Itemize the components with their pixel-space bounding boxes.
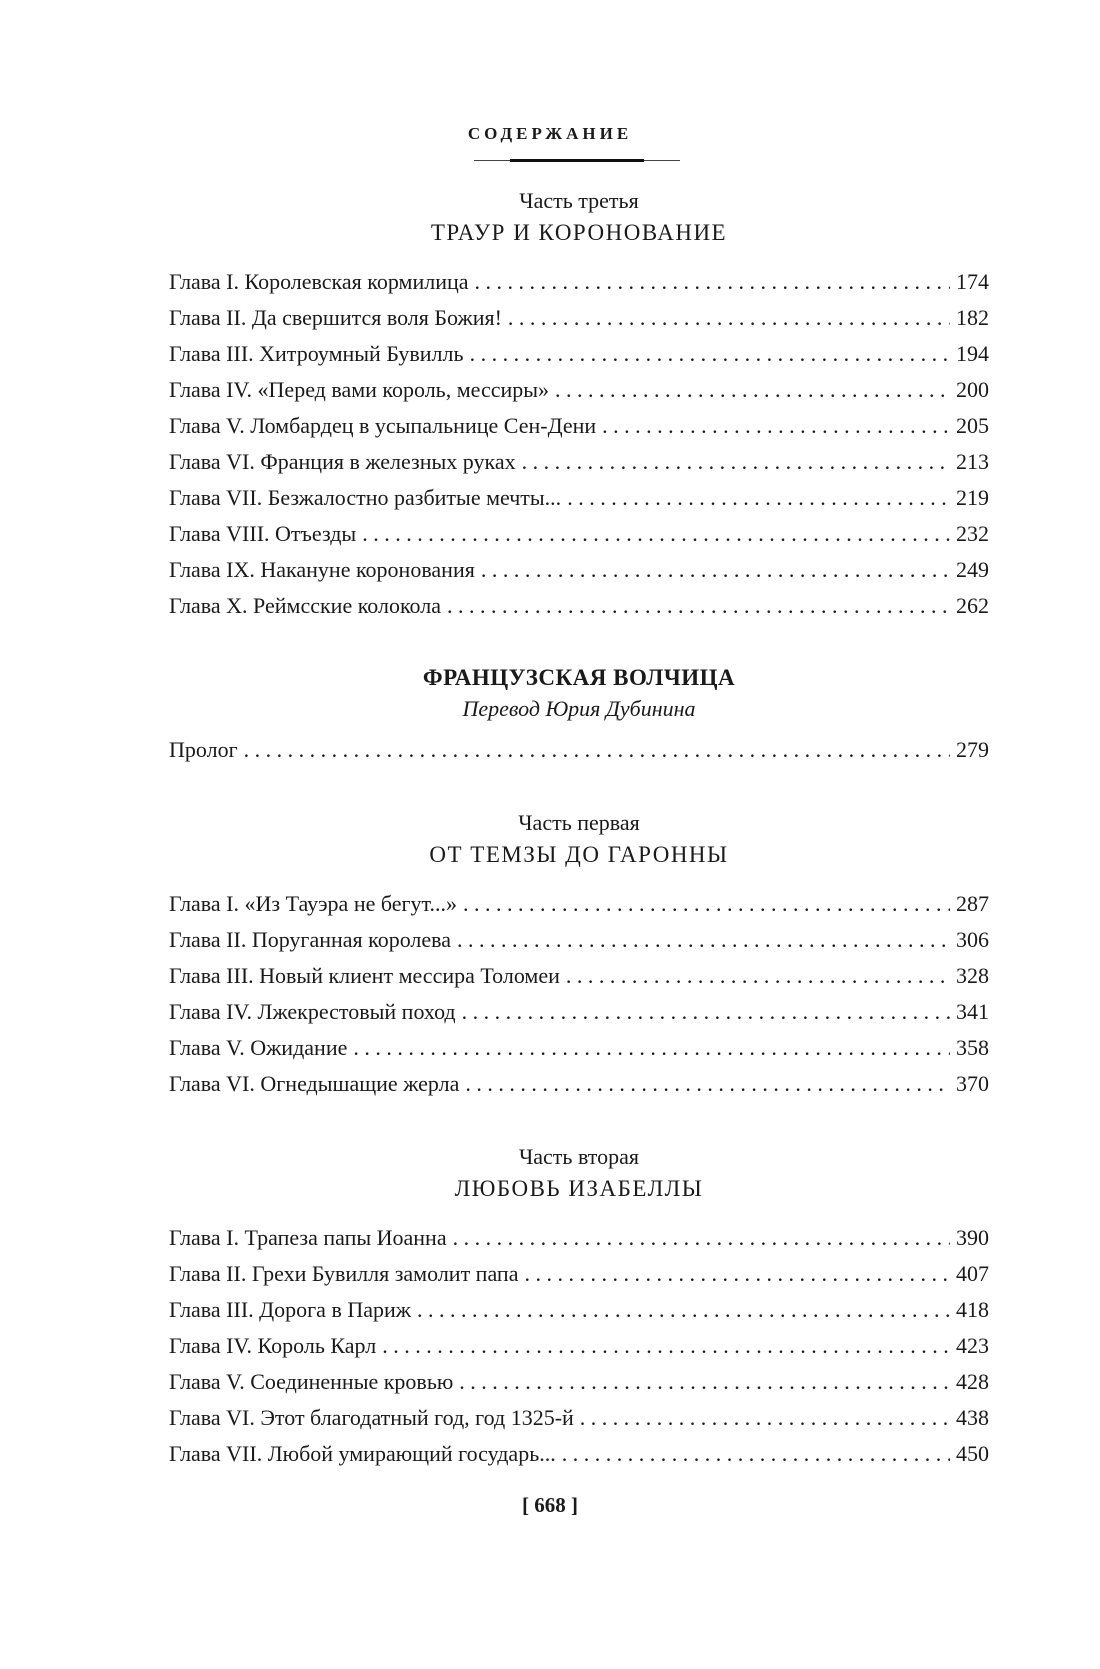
toc-entry-title: Глава III. Хитроумный Бувилль bbox=[169, 341, 464, 366]
toc-entry-title: Глава X. Реймсские колокола bbox=[169, 593, 442, 618]
toc-entry-title: Глава VII. Любой умирающий государь... bbox=[169, 1441, 556, 1466]
toc-entry-page: 407 bbox=[956, 1261, 989, 1286]
dot-leader bbox=[567, 480, 950, 516]
dot-leader bbox=[555, 372, 950, 408]
dot-leader bbox=[522, 444, 950, 480]
toc-entry-title: Глава I. Трапеза папы Иоанна bbox=[169, 1225, 447, 1250]
dot-leader bbox=[508, 300, 950, 336]
toc-entry-title: Глава V. Соединенные кровью bbox=[169, 1369, 454, 1394]
dot-leader bbox=[475, 264, 950, 300]
dot-leader bbox=[447, 588, 950, 624]
toc-entry-page: 370 bbox=[956, 1071, 989, 1096]
toc-entry-title: Глава II. Поруганная королева bbox=[169, 927, 452, 952]
part-two-heading bbox=[169, 1142, 989, 1206]
dot-leader bbox=[417, 1292, 950, 1328]
toc-entry-page: 287 bbox=[956, 891, 989, 916]
toc-entry-page: 262 bbox=[956, 593, 989, 618]
toc-entry-title: Глава II. Грехи Бувилля замолит папа bbox=[169, 1261, 519, 1286]
toc-entry-page: 358 bbox=[956, 1035, 989, 1060]
toc-entry-page: 390 bbox=[956, 1225, 989, 1250]
toc-entry[interactable] bbox=[169, 1400, 989, 1436]
dot-leader bbox=[462, 994, 950, 1030]
part-label: Часть вторая bbox=[518, 1144, 640, 1169]
toc-entry-page: 219 bbox=[956, 485, 989, 510]
toc-entry-title: Глава III. Новый клиент мессира Толомеи bbox=[169, 963, 560, 988]
toc-entry-title: Глава II. Да свершится воля Божия! bbox=[169, 305, 502, 330]
part-title: ЛЮБОВЬ ИЗАБЕЛЛЫ bbox=[454, 1176, 704, 1201]
dot-leader bbox=[562, 1436, 950, 1472]
translator-credit: Перевод Юрия Дубинина bbox=[462, 696, 696, 721]
table-of-contents bbox=[169, 186, 989, 1472]
toc-entry-page: 182 bbox=[956, 305, 989, 330]
part-three-heading bbox=[169, 186, 989, 250]
toc-entry-title: Глава V. Ломбардец в усыпальнице Сен-Дени bbox=[169, 413, 597, 438]
toc-entry-title: Глава I. «Из Тауэра не бегут...» bbox=[169, 891, 458, 916]
toc-entry-title: Глава VI. Этот благодатный год, год 1325-й bbox=[169, 1405, 574, 1430]
toc-entry-page: 341 bbox=[956, 999, 989, 1024]
toc-entry[interactable] bbox=[169, 264, 989, 300]
toc-entry[interactable] bbox=[169, 1436, 989, 1472]
dot-leader bbox=[244, 732, 950, 768]
toc-entry-page: 213 bbox=[956, 449, 989, 474]
toc-entry[interactable] bbox=[169, 516, 989, 552]
toc-entry-title: Глава III. Дорога в Париж bbox=[169, 1297, 411, 1322]
toc-entry[interactable] bbox=[169, 1328, 989, 1364]
toc-entry[interactable] bbox=[169, 994, 989, 1030]
toc-entry-title: Глава VIII. Отъезды bbox=[169, 521, 357, 546]
toc-entry[interactable] bbox=[169, 1030, 989, 1066]
toc-entry-title: Глава IV. Лжекрестовый поход bbox=[169, 999, 456, 1024]
toc-entry-title: Глава IV. Король Карл bbox=[169, 1333, 377, 1358]
toc-entry-page: 279 bbox=[956, 737, 989, 762]
toc-entry[interactable] bbox=[169, 1066, 989, 1102]
toc-entry-title: Глава IX. Накануне коронования bbox=[169, 557, 475, 582]
toc-entry[interactable] bbox=[169, 1364, 989, 1400]
part-label: Часть первая bbox=[518, 810, 640, 835]
head-rule-accent bbox=[510, 159, 644, 162]
toc-entry[interactable] bbox=[169, 336, 989, 372]
book-title: ФРАНЦУЗСКАЯ ВОЛЧИЦА bbox=[422, 665, 736, 690]
toc-entry-page: 174 bbox=[956, 269, 989, 294]
dot-leader bbox=[362, 516, 950, 552]
dot-leader bbox=[463, 886, 950, 922]
toc-entry[interactable] bbox=[169, 444, 989, 480]
toc-entry-title: Глава I. Королевская кормилица bbox=[169, 269, 469, 294]
part-one-chapter-list bbox=[169, 886, 989, 1102]
dot-leader bbox=[457, 922, 950, 958]
part-title: ОТ ТЕМЗЫ ДО ГАРОННЫ bbox=[429, 842, 729, 867]
toc-entry-page: 200 bbox=[956, 377, 989, 402]
running-head: СОДЕРЖАНИЕ bbox=[467, 124, 633, 143]
toc-entry-title: Глава VI. Франция в железных руках bbox=[169, 449, 516, 474]
toc-entry[interactable] bbox=[169, 300, 989, 336]
toc-entry[interactable] bbox=[169, 408, 989, 444]
part-label: Часть третья bbox=[519, 188, 639, 213]
toc-entry[interactable] bbox=[169, 372, 989, 408]
part-two-chapter-list bbox=[169, 1220, 989, 1472]
dot-leader bbox=[602, 408, 950, 444]
part-three-chapter-list bbox=[169, 264, 989, 624]
toc-entry-page: 450 bbox=[956, 1441, 989, 1466]
toc-entry-page: 194 bbox=[956, 341, 989, 366]
toc-entry[interactable] bbox=[169, 480, 989, 516]
toc-entry-page: 249 bbox=[956, 557, 989, 582]
toc-entry[interactable] bbox=[169, 886, 989, 922]
dot-leader bbox=[382, 1328, 950, 1364]
toc-entry[interactable] bbox=[169, 922, 989, 958]
toc-entry-page: 428 bbox=[956, 1369, 989, 1394]
book-heading bbox=[169, 662, 989, 724]
toc-entry[interactable] bbox=[169, 732, 989, 768]
toc-entry[interactable] bbox=[169, 1220, 989, 1256]
toc-entry-title: Глава IV. «Перед вами король, мессиры» bbox=[169, 377, 550, 402]
dot-leader bbox=[459, 1364, 950, 1400]
toc-entry-title: Глава VI. Огнедышащие жерла bbox=[169, 1071, 460, 1096]
dot-leader bbox=[580, 1400, 950, 1436]
toc-entry-title: Пролог bbox=[169, 737, 238, 762]
toc-entry-page: 232 bbox=[956, 521, 989, 546]
toc-entry[interactable] bbox=[169, 1256, 989, 1292]
toc-entry-page: 423 bbox=[956, 1333, 989, 1358]
part-title: ТРАУР И КОРОНОВАНИЕ bbox=[430, 220, 728, 245]
toc-entry-title: Глава VII. Безжалостно разбитые мечты... bbox=[169, 485, 562, 510]
toc-entry[interactable] bbox=[169, 958, 989, 994]
toc-entry[interactable] bbox=[169, 588, 989, 624]
dot-leader bbox=[524, 1256, 950, 1292]
dot-leader bbox=[465, 1066, 950, 1102]
toc-entry-page: 418 bbox=[956, 1297, 989, 1322]
toc-entry-page: 306 bbox=[956, 927, 989, 952]
dot-leader bbox=[453, 1220, 950, 1256]
toc-entry-page: 328 bbox=[956, 963, 989, 988]
toc-entry-page: 205 bbox=[956, 413, 989, 438]
toc-entry-page: 438 bbox=[956, 1405, 989, 1430]
part-one-heading bbox=[169, 808, 989, 872]
dot-leader bbox=[566, 958, 950, 994]
dot-leader bbox=[353, 1030, 950, 1066]
dot-leader bbox=[470, 336, 950, 372]
toc-entry-title: Глава V. Ожидание bbox=[169, 1035, 348, 1060]
dot-leader bbox=[481, 552, 950, 588]
toc-entry[interactable] bbox=[169, 1292, 989, 1328]
prologue-list bbox=[169, 732, 989, 768]
toc-entry[interactable] bbox=[169, 552, 989, 588]
page-number: [ 668 ] bbox=[522, 1493, 578, 1517]
